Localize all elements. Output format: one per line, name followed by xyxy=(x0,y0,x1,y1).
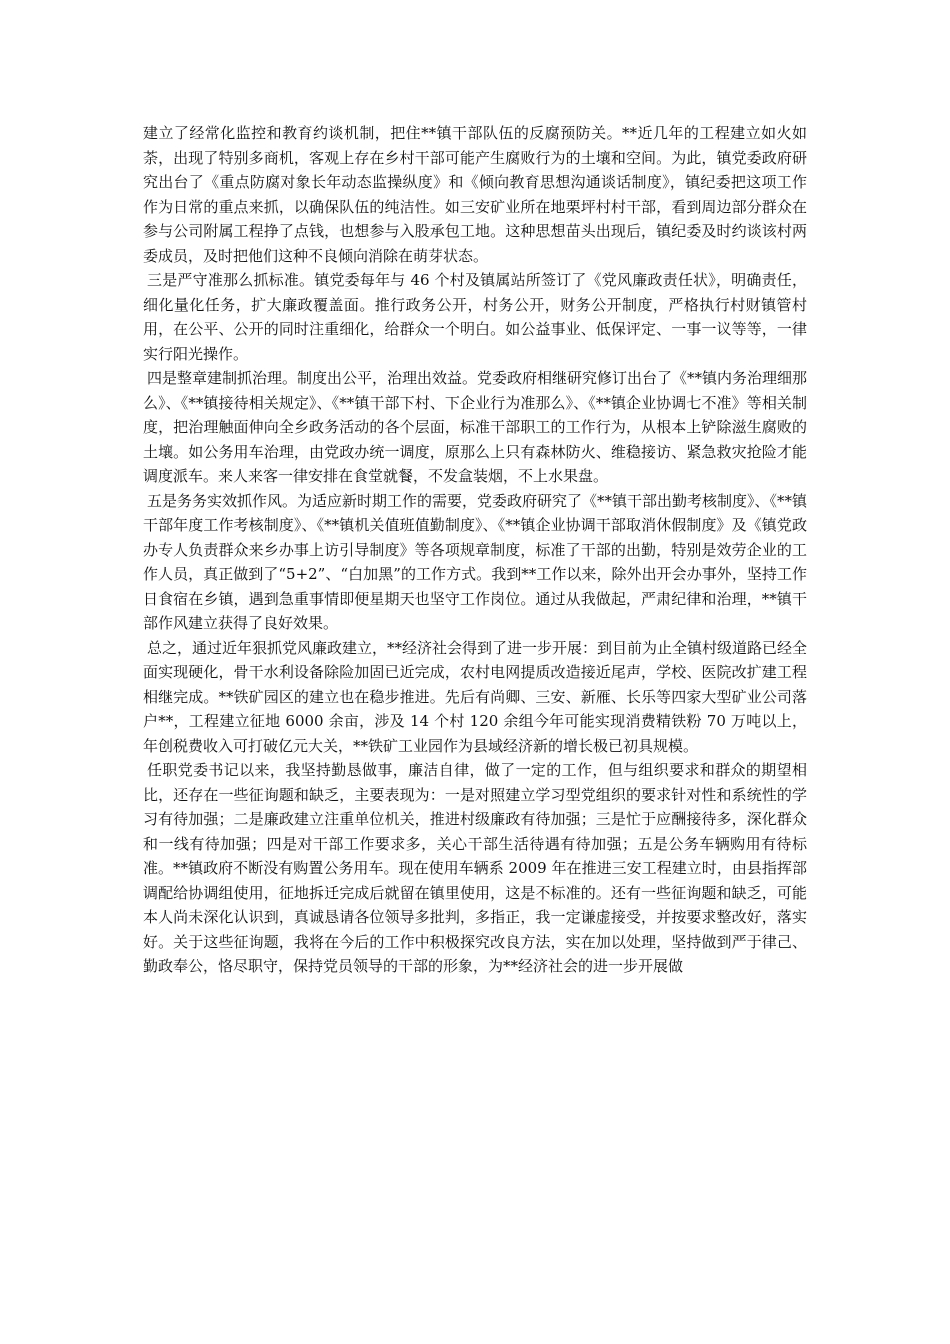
paragraph-point-three: 三是严守准那么抓标准。镇党委每年与 46 个村及镇属站所签订了《党风廉政责任状》，明确责任，细化量化任务，扩大廉政覆盖面。推行政务公开，村务公开，财务公开制度，严格执行村财镇管村用，在公平、公开的同时注重细化，给群众一个明白。如公益事业、低保评定、一事一议等等，一律实行阳光操作。 xyxy=(143,271,807,363)
paragraph-self-review: 任职党委书记以来，我坚持勤恳做事，廉洁自律，做了一定的工作，但与组织要求和群众的期望相比，还存在一些征询题和缺乏，主要表现为：一是对照建立学习型党组织的要求针对性和系统性的学习有待加强；二是廉政建立注重单位机关，推进村级廉政有待加强；三是忙于应酬接待多，深化群众和一线有待加强；四是对干部工作要求多，关心干部生活待遇有待加强；五是公务车辆购用有待标准。**镇政府不断没有购置公务用车。现在使用车辆系 2009 年在推进三安工程建立时，由县指挥部调配给协调组使用，征地拆迁完成后就留在镇里使用，这是不标准的。还有一些征询题和缺乏，可能本人尚未深化认识到，真诚恳请各位领导多批判，多指正，我一定谦虚接受，并按要求整改好，落实好。关于这些征询题，我将在今后的工作中积极探究改良方法，实在加以处理，坚持做到严于律己、勤政奉公，恪尽职守，保持党员领导的干部的形象，为**经济社会的进一步开展做 xyxy=(143,761,807,975)
paragraph-summary: 总之，通过近年狠抓党风廉政建立，**经济社会得到了进一步开展：到目前为止全镇村级道路已经全面实现硬化，骨干水利设备除险加固已近完成，农村电网提质改造接近尾声，学校、医院改扩建工程相继完成。**铁矿园区的建立也在稳步推进。先后有尚卿、三安、新雁、长乐等四家大型矿业公司落户**，工程建立征地 6000 余亩，涉及 14 个村 120 余组今年可能实现消费精铁粉 70 万吨以上，年创税费收入可打破亿元大关，**铁矿工业园作为县域经济新的增长极已初具规模。 xyxy=(143,638,808,755)
paragraph-point-four: 四是整章建制抓治理。制度出公平，治理出效益。党委政府相继研究修订出台了《**镇内务治理细那么》、《**镇接待相关规定》、《**镇干部下村、下企业行为准那么》、《**镇企业协调七不准》等相关制度，把治理触面伸向全乡政务活动的各个层面，标准干部职工的工作行为，从根本上铲除滋生腐败的土壤。如公务用车治理，由党政办统一调度，原那么上只有森林防火、维稳接访、紧急救灾抢险才能调度派车。来人来客一律安排在食堂就餐，不发盒装烟，不上水果盘。 xyxy=(143,369,808,485)
paragraph-point-five: 五是务务实效抓作风。为适应新时期工作的需要，党委政府研究了《**镇干部出勤考核制度》、《**镇干部年度工作考核制度》、《**镇机关值班值勤制度》、《**镇企业协调干部取消休假制度》及《镇党政办专人负责群众来乡办事上访引导制度》等各项规章制度，标准了干部的出勤，特别是效劳企业的工作人员，真正做到了“5+2”、“白加黑”的工作方式。我到**工作以来，除外出开会办事外，坚持工作日食宿在乡镇，遇到急重事情即便星期天也坚守工作岗位。通过从我做起，严肃纪律和治理，**镇干部作风建立获得了良好效果。 xyxy=(143,491,808,632)
paragraph-intro: 建立了经常化监控和教育约谈机制，把住**镇干部队伍的反腐预防关。**近几年的工程建立如火如荼，出现了特别多商机，客观上存在乡村干部可能产生腐败行为的土壤和空间。为此，镇党委政府研究出台了《重点防腐对象长年动态监操纵度》和《倾向教育思想沟通谈话制度》，镇纪委把这项工作作为日常的重点来抓，以确保队伍的纯洁性。如三安矿业所在地栗坪村村干部，看到周边部分群众在参与公司附属工程挣了点钱，也想参与入股承包工地。这种思想苗头出现后，镇纪委及时约谈该村两委成员，及时把他们这种不良倾向消除在萌芽状态。 xyxy=(143,124,807,265)
document-body xyxy=(143,121,807,979)
